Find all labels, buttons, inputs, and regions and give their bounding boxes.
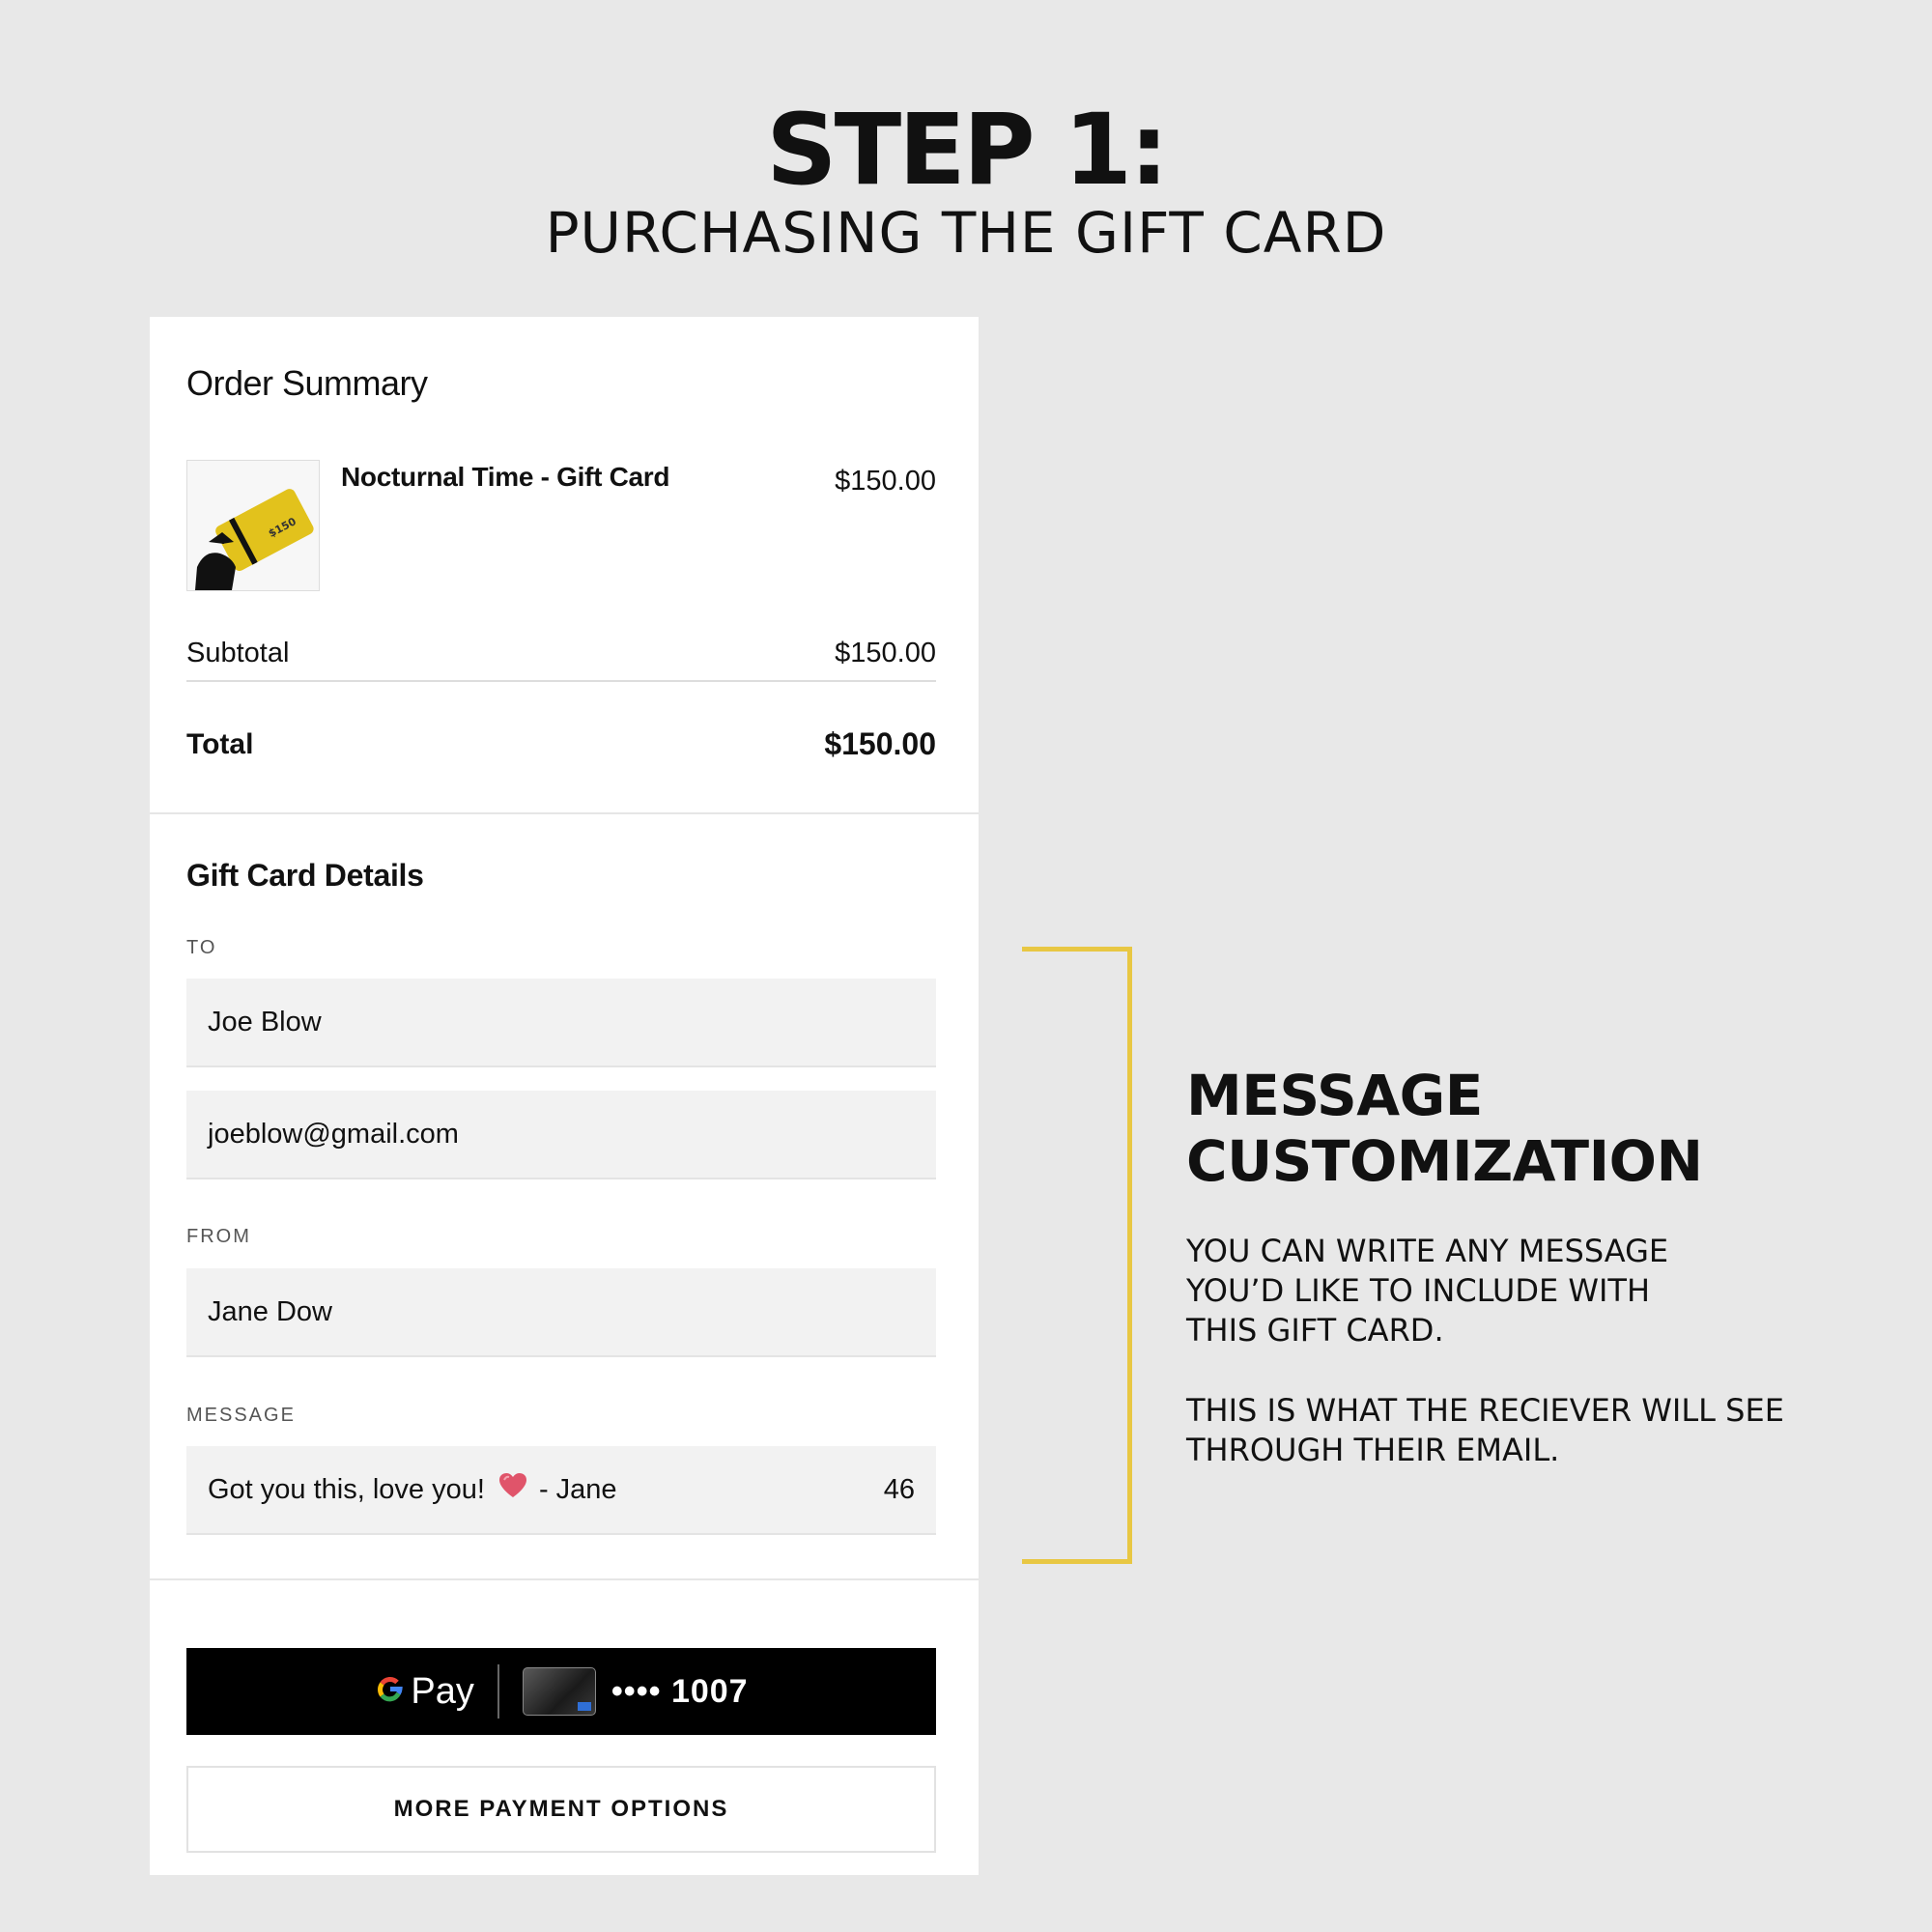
gpay-label: Pay <box>411 1670 474 1712</box>
recipient-email-field[interactable] <box>186 1091 936 1179</box>
checkout-panel <box>150 317 979 1875</box>
summary-divider <box>186 680 936 682</box>
svg-text:$150: $150 <box>266 515 298 541</box>
recipient-email-value: joeblow@gmail.com <box>208 1118 459 1150</box>
section-divider <box>150 1578 979 1580</box>
step-title: STEP 1: <box>766 93 1166 208</box>
product-price: $150.00 <box>835 466 936 497</box>
gift-card-thumbnail <box>186 460 320 591</box>
product-name: Nocturnal Time - Gift Card <box>341 462 670 492</box>
subtotal-value: $150.00 <box>835 638 936 668</box>
total-label: Total <box>186 728 254 760</box>
step-subtitle: PURCHASING THE GIFT CARD <box>545 200 1387 266</box>
subtotal-label: Subtotal <box>186 638 290 668</box>
message-field[interactable] <box>186 1446 936 1535</box>
section-divider <box>150 812 979 814</box>
google-pay-button[interactable] <box>186 1648 936 1735</box>
message-label: MESSAGE <box>186 1405 296 1426</box>
message-signature: - Jane <box>538 1473 617 1505</box>
gift-details-heading: Gift Card Details <box>186 858 424 893</box>
side-paragraph-1: YOU CAN WRITE ANY MESSAGE YOU’D LIKE TO INCLUDE WITH THIS GIFT CARD. <box>1186 1233 1669 1349</box>
character-count: 46 <box>883 1473 915 1505</box>
recipient-name-value: Joe Blow <box>208 1006 322 1037</box>
order-summary-heading: Order Summary <box>186 363 428 403</box>
side-heading <box>1186 1063 1901 1194</box>
more-payment-options-button[interactable]: MORE PAYMENT OPTIONS <box>186 1766 936 1853</box>
total-value: $150.00 <box>824 726 936 761</box>
side-paragraph-2: THIS IS WHAT THE RECIEVER WILL SEE THROUGH THEIR EMAIL. <box>1186 1392 1784 1468</box>
from-label: FROM <box>186 1226 251 1247</box>
gpay-separator <box>497 1664 499 1719</box>
message-bracket <box>1022 947 1132 1564</box>
card-masked-number: •••• 1007 <box>611 1672 749 1710</box>
to-label: TO <box>186 937 217 958</box>
sender-name-value: Jane Dow <box>208 1295 332 1327</box>
card-icon <box>523 1667 596 1716</box>
google-g-icon <box>374 1673 407 1711</box>
sender-name-field[interactable] <box>186 1268 936 1357</box>
side-heading-line1: MESSAGE <box>1186 1063 1483 1128</box>
message-text: Got you this, love you! <box>208 1473 485 1505</box>
heart-emoji <box>498 1472 527 1507</box>
side-heading-line2: CUSTOMIZATION <box>1186 1128 1703 1194</box>
recipient-name-field[interactable] <box>186 979 936 1067</box>
